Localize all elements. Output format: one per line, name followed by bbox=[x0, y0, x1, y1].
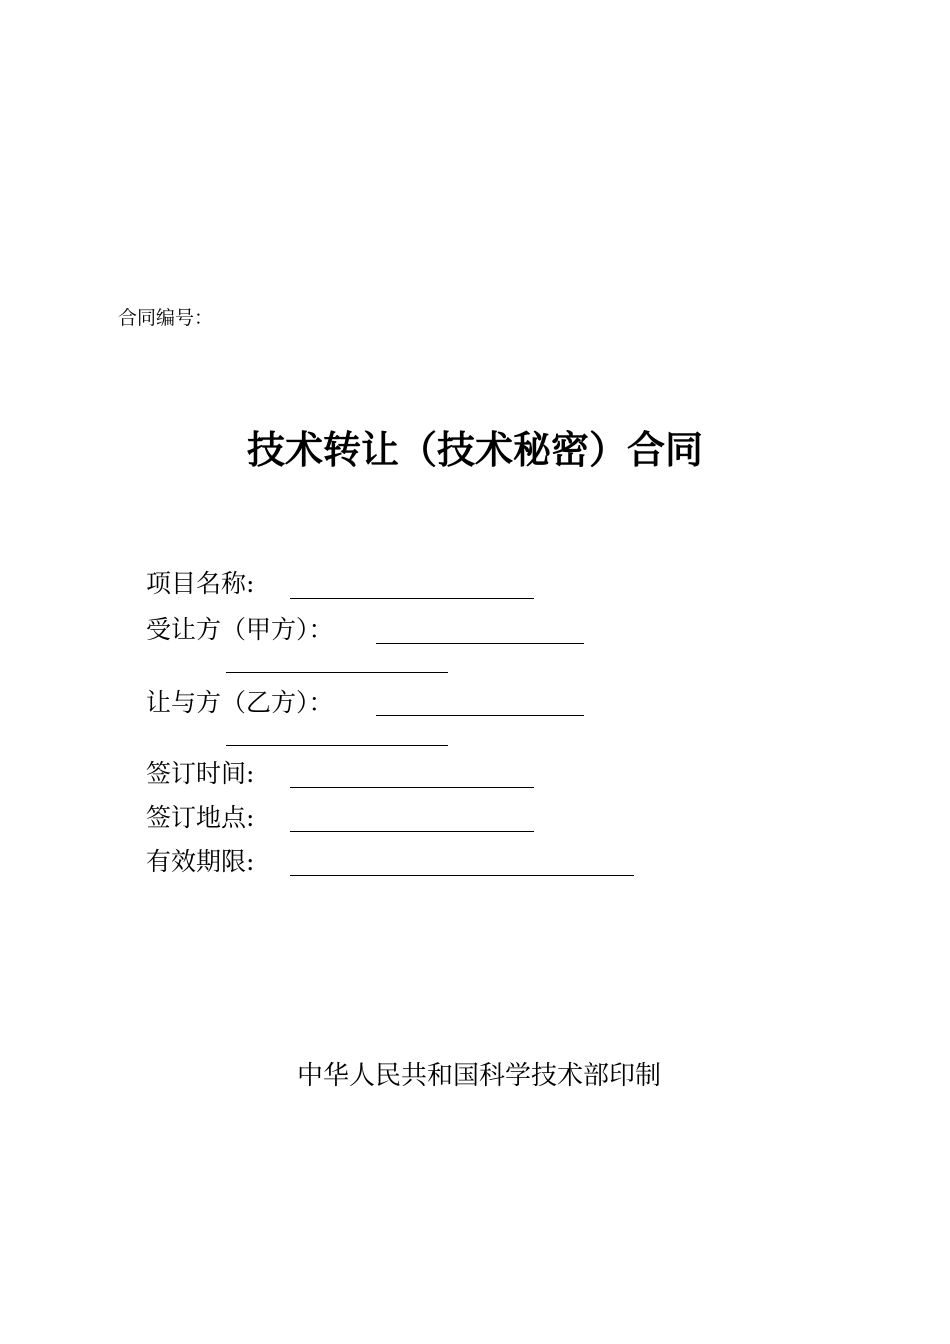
document-title: 技术转让（技术秘密）合同 bbox=[246, 428, 703, 472]
sign-date-blank bbox=[290, 787, 534, 788]
transferee-blank bbox=[376, 643, 584, 644]
transferor-blank-continued bbox=[226, 745, 448, 746]
valid-period-blank bbox=[290, 875, 634, 876]
valid-period-label: 有效期限: bbox=[146, 847, 255, 876]
project-name-blank bbox=[290, 598, 534, 599]
transferor-label: 让与方（乙方）： bbox=[146, 688, 334, 717]
sign-date-label: 签订时间: bbox=[146, 759, 255, 788]
transferor-blank bbox=[376, 715, 584, 716]
sign-place-label: 签订地点: bbox=[146, 803, 255, 832]
sign-place-blank bbox=[290, 831, 534, 832]
transferee-label: 受让方（甲方）： bbox=[146, 615, 334, 644]
transferee-blank-continued bbox=[226, 672, 448, 673]
contract-number-label: 合同编号： bbox=[118, 307, 214, 329]
project-name-label: 项目名称: bbox=[146, 569, 255, 598]
publisher-footer: 中华人民共和国科学技术部印制 bbox=[296, 1061, 661, 1091]
